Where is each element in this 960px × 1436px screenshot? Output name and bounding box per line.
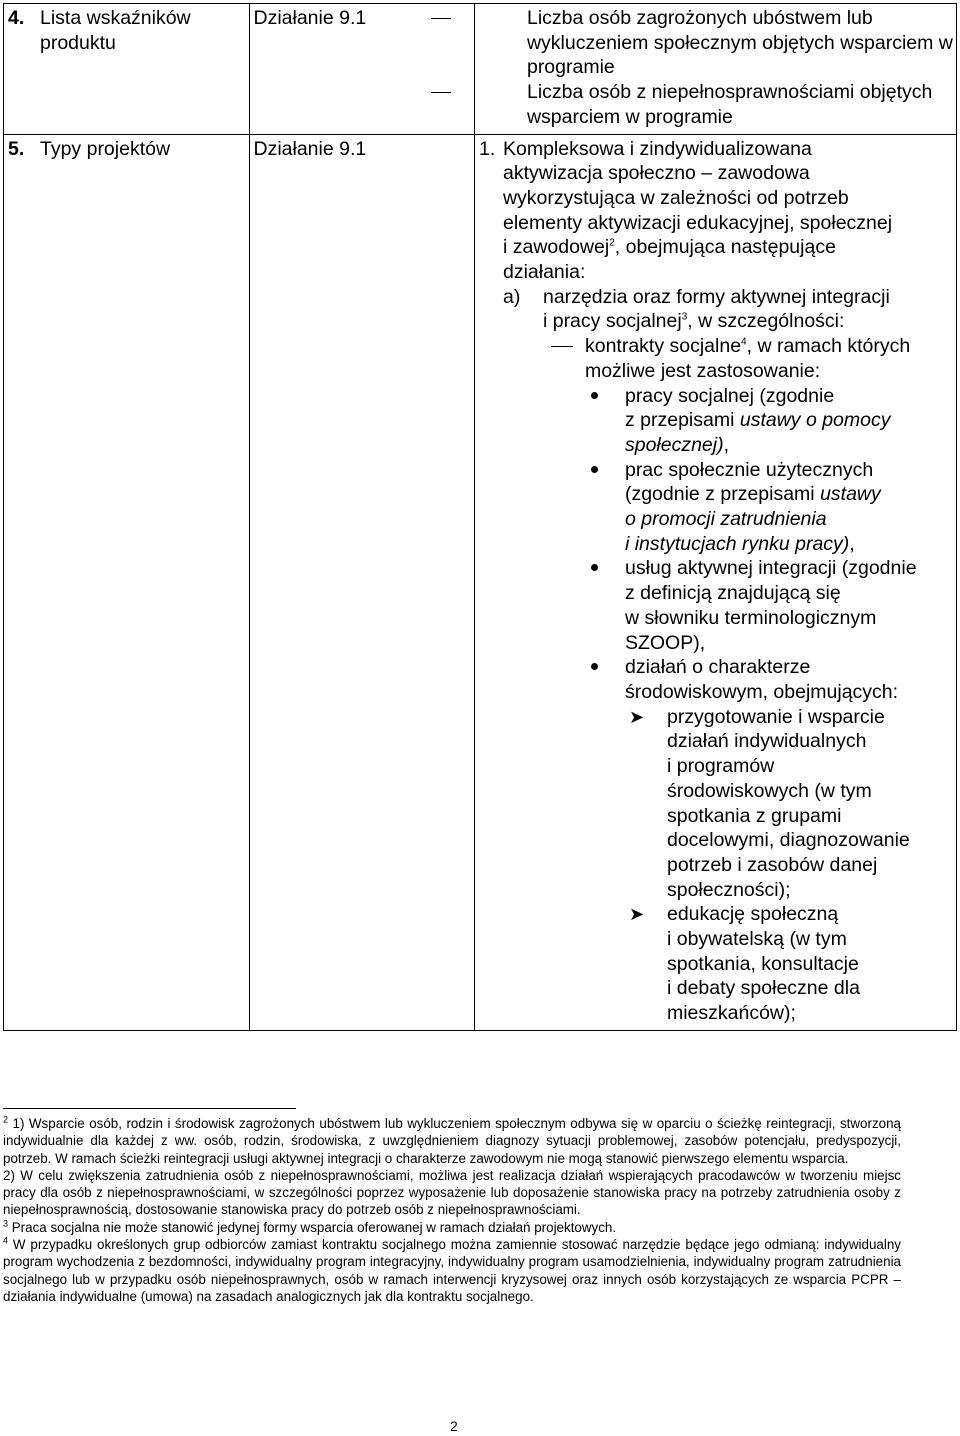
footnote-ref[interactable]: 4 (741, 336, 747, 348)
footnote-separator (3, 1108, 296, 1109)
arrow-item: ➤ przygotowanie i wsparcie działań indywidualnych i programów środowiskowych (w tym spotkania z grupami docelowymi, diagnozowanie potrzeb i zasobów danej społeczności); (628, 705, 910, 901)
content-cell (474, 4, 956, 135)
bullet-item: usług aktywnej integracji (zgodnie z definicją znajdującą się w słowniku terminologicznym SZOOP), (479, 556, 954, 655)
row-number: 4. (8, 7, 25, 29)
dash-icon (551, 346, 573, 347)
bullet-dot-icon (591, 466, 598, 473)
content-cell: 1. Kompleksowa i zindywidualizowana aktywizacja społeczno – zawodowa wykorzystująca w zależności od potrzeb elementy aktywizacji edukacyjnej, społecznej i zawodowej$^2$, obejmująca następujące działania: a) narzędzia oraz formy aktywnej integracji i pracy socjalnej$^3$, w szczególności: kontrakty socjalne$^4$, w ramach których możliwe jest zastosowanie: pracy socjalnej (zgodnie z przepisami ustawy o pomocy społecznej), prac społecznie użytecznych (zgodnie z przepisami ustawy o promocji zatrudnienia i instytucjach rynku pracy), usług aktywnej integracji (zgodnie z definicją znajdującą się w słowniku terminologicznym SZOOP), działań o charakterze środowiskowym, obejmujących: ➤ przygotowanie i wsparcie działań indywidualnych i programów środowiskowych (w tym spotkania z grupami docelowymi, diagnozowanie potrzeb i zasobów danej społeczności); ➤ edukację społeczną i obywatelską (w tym spotkania, konsultacje i debaty społeczne dla mieszkańców); (474, 134, 956, 1030)
item-number: 1. (478, 137, 496, 160)
footnote-ref[interactable]: 3 (681, 311, 688, 323)
page-number: 2 (450, 1418, 458, 1434)
indicator-item: Liczba osób zagrożonych ubóstwem lub wykluczeniem społecznym objętych wsparciem w programie (479, 6, 954, 80)
table-row (4, 4, 957, 135)
row-label: Typy projektów (40, 137, 171, 160)
arrow-item: ➤ edukację społeczną i obywatelską (w tym spotkania, konsultacje i debaty społeczne dla mieszkańców); (628, 903, 860, 1025)
arrowhead-icon: ➤ (628, 904, 645, 925)
action-cell: Działanie 9.1 (249, 134, 474, 1030)
footnote-3: $^3$ Praca socjalna nie może stanowić jedynej formy wsparcia oferowanej w ramach działań projektowych. (3, 1218, 617, 1235)
row-label: Lista wskaźników produktu (40, 7, 191, 54)
project-type-item: 1. Kompleksowa i zindywidualizowana (478, 137, 812, 160)
footnote-2-part-2: 2) W celu zwiększenia zatrudnienia osób z niepełnosprawnościami, możliwa jest realizacja działań wspierających pracodawców w tworzeniu miejsc pracy dla osób z niepełnosprawnościami, w szczególności poprzez wyposażenie lub doposażenie stanowiska pracy na potrzeby zatrudnienia osoby z niepełnosprawnością, dostosowanie stanowiska pracy do potrzeb osób z niepełnosprawnościami. (3, 1167, 901, 1218)
row-number: 5. (8, 137, 25, 160)
footnote-2: $^2$ 1) Wsparcie osób, rodzin i środowisk zagrożonych ubóstwem lub wykluczeniem społecznym odbywa się w oparciu o ścieżkę reintegracji, stworzoną indywidualnie dla każdej z ww. osób, rodzin, środowiska, z uwzględnieniem diagnozy sytuacji problemowej, zasobów potencjału, predyspozycji, potrzeb. W ramach ścieżki reintegracji usługi aktywnej integracji o charakterze zawodowym nie mogą stanowić pierwszego elementu wsparcia. (3, 1114, 901, 1166)
bullet-item: działań o charakterze środowiskowym, obejmujących: (479, 655, 954, 704)
action-cell: Działanie 9.1 (249, 4, 474, 135)
dash-list-item: kontrakty socjalne$^4$, w ramach których możliwe jest zastosowanie: (479, 334, 954, 383)
sub-item-marker: a) (502, 285, 521, 308)
row-header-cell (4, 134, 250, 1030)
row-header-cell (4, 4, 250, 135)
bullet-dot-icon (591, 564, 598, 571)
sub-item-a: a) narzędzia oraz formy aktywnej integracji i pracy socjalnej$^3$, w szczególności: (502, 285, 890, 333)
indicator-item: Liczba osób z niepełnosprawnościami objętych wsparciem w programie (479, 80, 954, 129)
footnote-ref[interactable]: 2 (609, 237, 615, 249)
project-table (3, 3, 957, 1031)
bullet-item: pracy socjalnej (zgodnie z przepisami ustawy o pomocy społecznej), (479, 384, 954, 458)
bullet-dot-icon (591, 392, 598, 399)
arrowhead-icon: ➤ (628, 706, 645, 727)
bullet-dot-icon (591, 663, 598, 670)
bullet-item: prac społecznie użytecznych (zgodnie z przepisami ustawy o promocji zatrudnienia i instytucjach rynku pracy), (479, 458, 954, 557)
footnotes (3, 1115, 901, 1305)
footnote-4: $^4$ W przypadku określonych grup odbiorców zamiast kontraktu socjalnego można zamiennie stosować narzędzie będące jego odmianą: indywidualny program wychodzenia z bezdomności, indywidualny program integracyjny, indywidualny program usamodzielnienia, indywidualny program zatrudnienia socjalnego lub w przypadku osób niepełnosprawnych, osób w ramach interwencji kryzysowej oraz innych osób korzystających ze wsparcia PCPR – działania indywidualne (umowa) na zasadach analogicznych jak dla kontraktu socjalnego. (3, 1235, 901, 1304)
table-row (4, 134, 957, 1030)
